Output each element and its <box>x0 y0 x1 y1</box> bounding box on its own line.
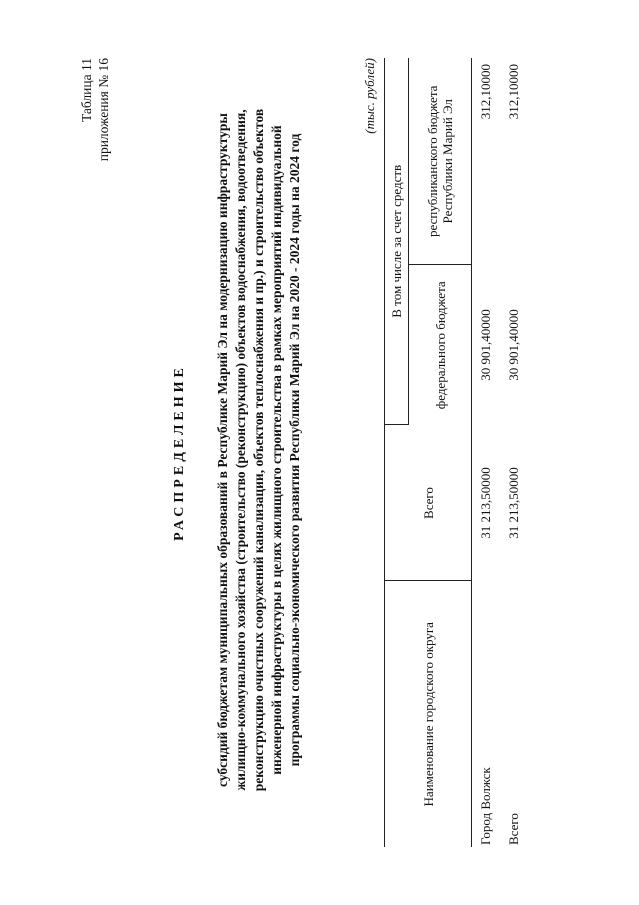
header-group: В том числе за счет средств <box>385 58 409 425</box>
cell-name: Город Волжск <box>478 767 493 845</box>
subtitle-line: программы социально-экономического развития Республики Марий Эл на 2020 - 2024 годы на 2024 год <box>287 133 302 767</box>
table-number: Таблица 11 <box>79 58 94 122</box>
cell-federal: 30 901,40000 <box>478 309 493 381</box>
subtitle-line: реконструкцию очистных сооружений канализации, объектов теплоснабжения и пр.) и строительство объектов <box>251 108 266 792</box>
cell-federal: 30 901,40000 <box>506 309 521 381</box>
document-subtitle <box>214 65 304 835</box>
header-name: Наименование городского округа <box>385 581 472 847</box>
header-republic: республиканского бюджета Республики Марий Эл <box>409 58 472 265</box>
distribution-table <box>384 58 528 847</box>
appendix-number: приложения № 16 <box>96 58 111 162</box>
subtitle-line: субсидий бюджетам муниципальных образований в Республике Марий Эл на модернизацию инфраструктуры <box>215 113 230 787</box>
header-federal: федерального бюджета <box>409 265 472 425</box>
units-label: (тыс. рублей) <box>362 58 377 134</box>
table-row <box>500 58 528 847</box>
table-reference <box>78 58 112 161</box>
cell-republic: 312,10000 <box>478 64 493 120</box>
subtitle-line: инженерной инфраструктуры в целях жилищного строительства в рамках мероприятий индивидуальной <box>269 125 284 775</box>
subtitle-line: жилищно-коммунального хозяйства (строительство (реконструкцию) объектов водоснабжения, водоотведения, <box>233 109 248 791</box>
cell-total: 31 213,50000 <box>506 467 521 539</box>
cell-name: Всего <box>506 813 521 845</box>
table-row <box>472 58 501 847</box>
cell-republic: 312,10000 <box>506 64 521 120</box>
header-total: Всего <box>385 425 472 581</box>
cell-total: 31 213,50000 <box>478 467 493 539</box>
document-title: РАСПРЕДЕЛЕНИЕ <box>172 364 187 541</box>
